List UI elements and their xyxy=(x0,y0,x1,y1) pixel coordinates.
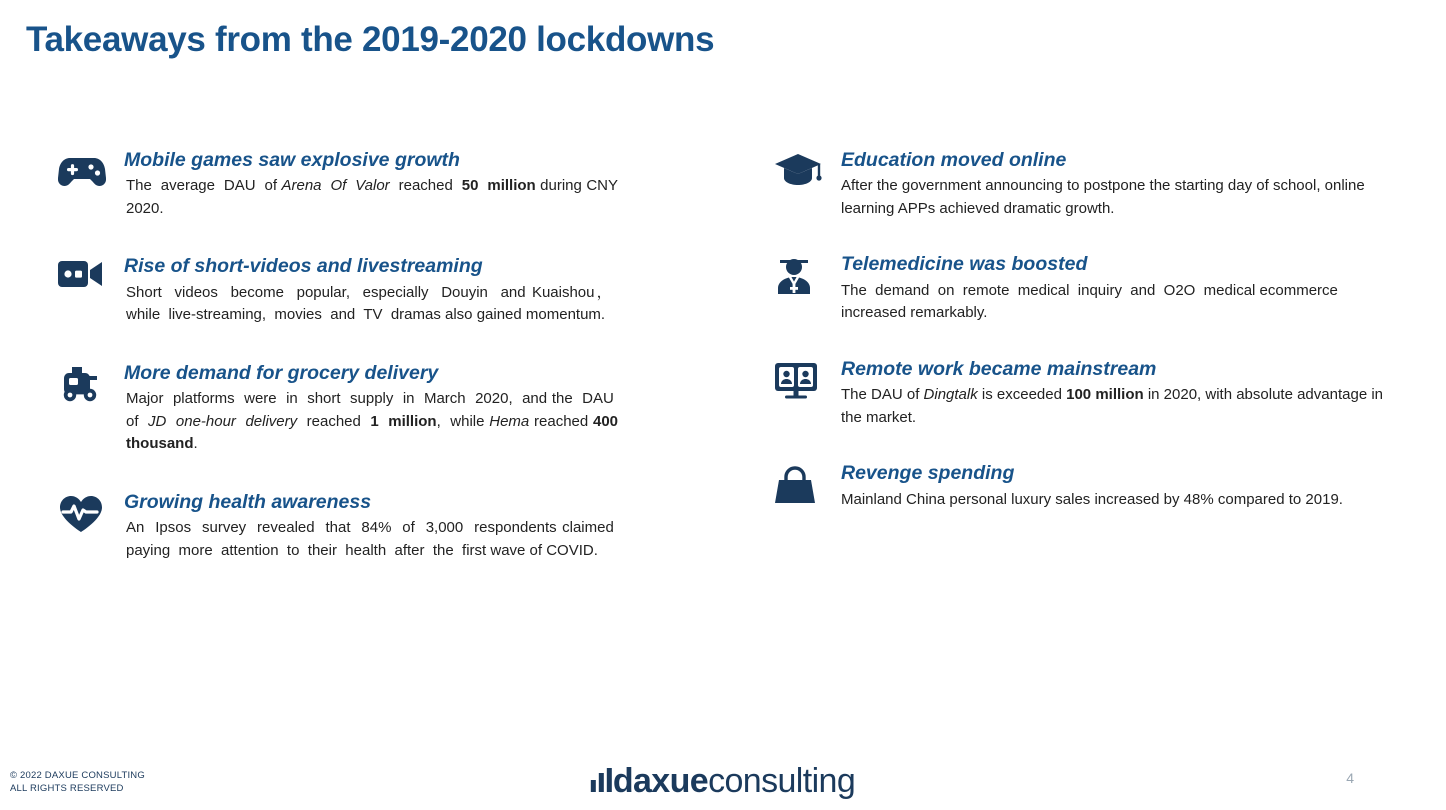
takeaway-title: Education moved online xyxy=(841,149,1067,171)
takeaway-text: Short videos become popular, especially Douyin and Kuaishou， while live-streaming, movies and TV dramas also gained momentum. xyxy=(126,283,618,324)
grocery-delivery-icon xyxy=(58,361,124,403)
takeaway-title: Rise of short-videos and livestreaming xyxy=(124,255,483,278)
takeaway-body xyxy=(839,148,1396,220)
takeaway-text: The DAU of Dingtalk is exceeded 100 million in 2020, with absolute advantage in the market. xyxy=(841,386,1383,426)
takeaway-item xyxy=(773,461,1396,511)
takeaway-text: The average DAU of Arena Of Valor reached 50 million during CNY 2020. xyxy=(126,177,618,217)
takeaway-body xyxy=(839,357,1396,429)
daxue-consulting-logo xyxy=(591,764,855,798)
copyright-footer xyxy=(10,770,145,796)
page-title: Takeaways from the 2019-2020 lockdowns xyxy=(26,20,715,59)
takeaway-title: Growing health awareness xyxy=(124,490,372,513)
takeaway-item xyxy=(58,254,618,326)
takeaway-text: After the government announcing to postpone the starting day of school, online learning APPs achieved dramatic growth. xyxy=(841,177,1365,217)
logo-bold: daxue xyxy=(612,762,709,800)
takeaway-body xyxy=(124,361,618,456)
takeaway-title: Revenge spending xyxy=(841,462,1015,485)
takeaway-text: An Ipsos survey revealed that 84% of 3,000 respondents claimed paying more attention to their health after the first wave of COVID. xyxy=(126,519,618,559)
right-column xyxy=(723,148,1446,596)
content-columns xyxy=(0,148,1446,596)
takeaway-body xyxy=(124,148,618,220)
takeaway-item xyxy=(58,361,618,456)
video-conference-icon xyxy=(773,357,839,399)
page-number: 4 xyxy=(1346,770,1354,786)
copyright-line-2: ALL RIGHTS RESERVED xyxy=(10,783,124,795)
gamepad-icon xyxy=(58,148,124,188)
takeaway-text: Major platforms were in short supply in March 2020, and the DAU of JD one-hour delivery reached 1 million, while Hema reached 400 thousand. xyxy=(126,390,619,453)
video-camera-icon xyxy=(58,254,124,290)
takeaway-body xyxy=(124,490,618,562)
left-column xyxy=(0,148,723,596)
takeaway-item xyxy=(58,490,618,562)
takeaway-text: Mainland China personal luxury sales increased by 48% compared to 2019. xyxy=(841,490,1343,508)
doctor-icon xyxy=(773,252,839,296)
takeaway-title: More demand for grocery delivery xyxy=(124,361,439,384)
takeaway-title: Telemedicine was boosted xyxy=(841,253,1088,276)
graduation-cap-icon xyxy=(773,148,839,188)
takeaway-body xyxy=(124,254,618,326)
takeaway-body xyxy=(839,252,1396,324)
takeaway-body xyxy=(839,461,1396,511)
takeaway-item xyxy=(773,357,1396,429)
logo-text xyxy=(613,764,855,798)
takeaway-item xyxy=(773,148,1396,220)
handbag-icon xyxy=(773,461,839,505)
copyright-line-1: © 2022 DAXUE CONSULTING xyxy=(10,770,145,782)
logo-light: consulting xyxy=(708,762,856,800)
takeaway-title: Remote work became mainstream xyxy=(841,357,1157,380)
bar-chart-icon xyxy=(591,766,615,792)
takeaway-item xyxy=(58,148,618,220)
takeaway-title: Mobile games saw explosive growth xyxy=(124,149,460,171)
takeaway-item xyxy=(773,252,1396,324)
takeaway-text: The demand on remote medical inquiry and O2O medical ecommerce increased remarkably. xyxy=(841,281,1338,322)
heartbeat-icon xyxy=(58,490,124,534)
